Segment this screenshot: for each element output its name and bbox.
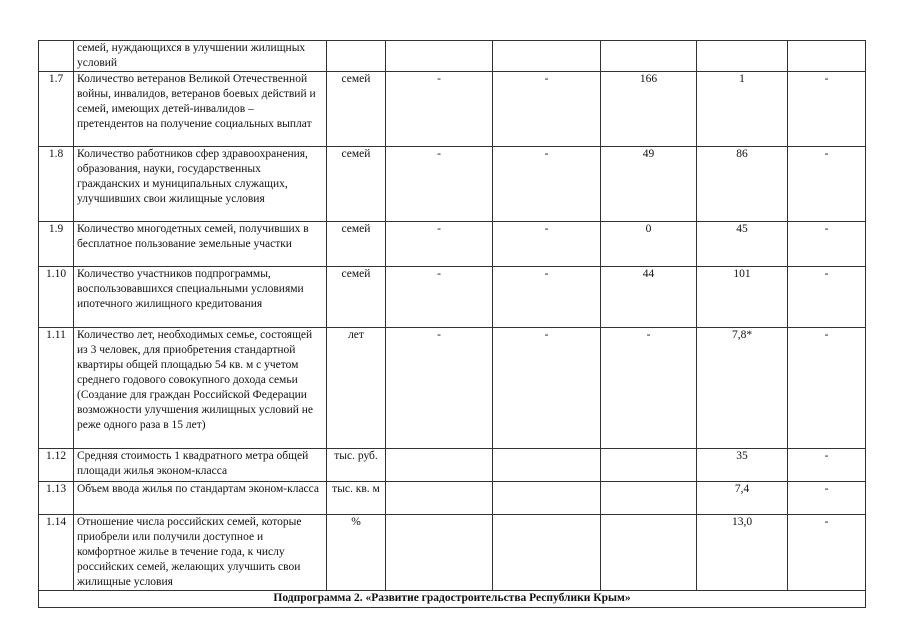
row-value: - (493, 267, 601, 328)
row-value: - (386, 147, 493, 222)
row-value: - (386, 267, 493, 328)
row-number: 1.14 (39, 515, 74, 591)
row-value: - (493, 72, 601, 147)
table-row (39, 222, 866, 267)
table-row (39, 515, 866, 591)
table-row (39, 449, 866, 482)
row-value: - (493, 222, 601, 267)
row-unit: семей (327, 72, 386, 147)
table-row (39, 482, 866, 515)
row-value: 7,4 (697, 482, 788, 515)
row-value (601, 482, 697, 515)
table-row (39, 328, 866, 449)
row-unit: % (327, 515, 386, 591)
row-value: - (493, 328, 601, 449)
indicators-table (38, 40, 866, 608)
row-value: 13,0 (697, 515, 788, 591)
row-value (493, 515, 601, 591)
row-value: 7,8* (697, 328, 788, 449)
row-unit (327, 41, 386, 72)
row-description: Средняя стоимость 1 квадратного метра общей площади жилья эконом-класса (74, 449, 327, 482)
row-description: Количество работников сфер здравоохранения, образования, науки, государственных гражданских и муниципальных служащих, улучшивших свои жилищные условия (74, 147, 327, 222)
row-unit: семей (327, 147, 386, 222)
row-value (601, 449, 697, 482)
row-unit: лет (327, 328, 386, 449)
row-value (386, 482, 493, 515)
table-footer-row (39, 591, 866, 608)
row-value (386, 449, 493, 482)
row-value: 45 (697, 222, 788, 267)
row-value: 35 (697, 449, 788, 482)
row-value: 86 (697, 147, 788, 222)
row-number: 1.9 (39, 222, 74, 267)
row-unit: тыс. кв. м (327, 482, 386, 515)
row-value: 49 (601, 147, 697, 222)
row-value: 44 (601, 267, 697, 328)
table-row (39, 41, 866, 72)
row-value: - (386, 328, 493, 449)
row-value: 1 (697, 72, 788, 147)
row-description: Количество ветеранов Великой Отечественной войны, инвалидов, ветеранов боевых действий и семей, имеющих детей-инвалидов – претендентов на получение социальных выплат (74, 72, 327, 147)
row-value (493, 482, 601, 515)
row-value (493, 41, 601, 72)
row-value (386, 41, 493, 72)
row-value (601, 41, 697, 72)
table-row (39, 147, 866, 222)
table-row (39, 267, 866, 328)
row-value: - (788, 222, 866, 267)
row-number: 1.8 (39, 147, 74, 222)
row-unit: семей (327, 222, 386, 267)
row-unit: тыс. руб. (327, 449, 386, 482)
row-value (697, 41, 788, 72)
row-value: - (788, 147, 866, 222)
row-value: 166 (601, 72, 697, 147)
row-unit: семей (327, 267, 386, 328)
row-value: - (788, 482, 866, 515)
subprogram-title: Подпрограмма 2. «Развитие градостроительства Республики Крым» (39, 591, 866, 608)
row-value (601, 515, 697, 591)
row-value: - (601, 328, 697, 449)
row-number: 1.13 (39, 482, 74, 515)
row-value (788, 41, 866, 72)
row-number: 1.12 (39, 449, 74, 482)
row-value: - (788, 515, 866, 591)
row-description: Количество лет, необходимых семье, состоящей из 3 человек, для приобретения стандартной квартиры общей площадью 54 кв. м с учетом среднего годового совокупного дохода семьи (Создание для граждан Российской Федерации возможности улучшения жилищных условий не реже одного раза в 15 лет) (74, 328, 327, 449)
row-value (386, 515, 493, 591)
row-number: 1.7 (39, 72, 74, 147)
row-value (493, 449, 601, 482)
row-value: - (386, 72, 493, 147)
row-description: Отношение числа российских семей, которые приобрели или получили доступное и комфортное жилье в течение года, к числу российских семей, желающих улучшить свои жилищные условия (74, 515, 327, 591)
row-value: - (788, 267, 866, 328)
row-description: Количество участников подпрограммы, воспользовавшихся специальными условиями ипотечного жилищного кредитования (74, 267, 327, 328)
row-value: - (788, 328, 866, 449)
row-number: 1.11 (39, 328, 74, 449)
row-value: - (493, 147, 601, 222)
row-value: - (788, 72, 866, 147)
row-description: Количество многодетных семей, получивших в бесплатное пользование земельные участки (74, 222, 327, 267)
row-value: - (788, 449, 866, 482)
row-description: семей, нуждающихся в улучшении жилищных условий (74, 41, 327, 72)
row-number: 1.10 (39, 267, 74, 328)
row-value: 101 (697, 267, 788, 328)
row-number (39, 41, 74, 72)
row-value: 0 (601, 222, 697, 267)
row-description: Объем ввода жилья по стандартам эконом-класса (74, 482, 327, 515)
row-value: - (386, 222, 493, 267)
table-row (39, 72, 866, 147)
